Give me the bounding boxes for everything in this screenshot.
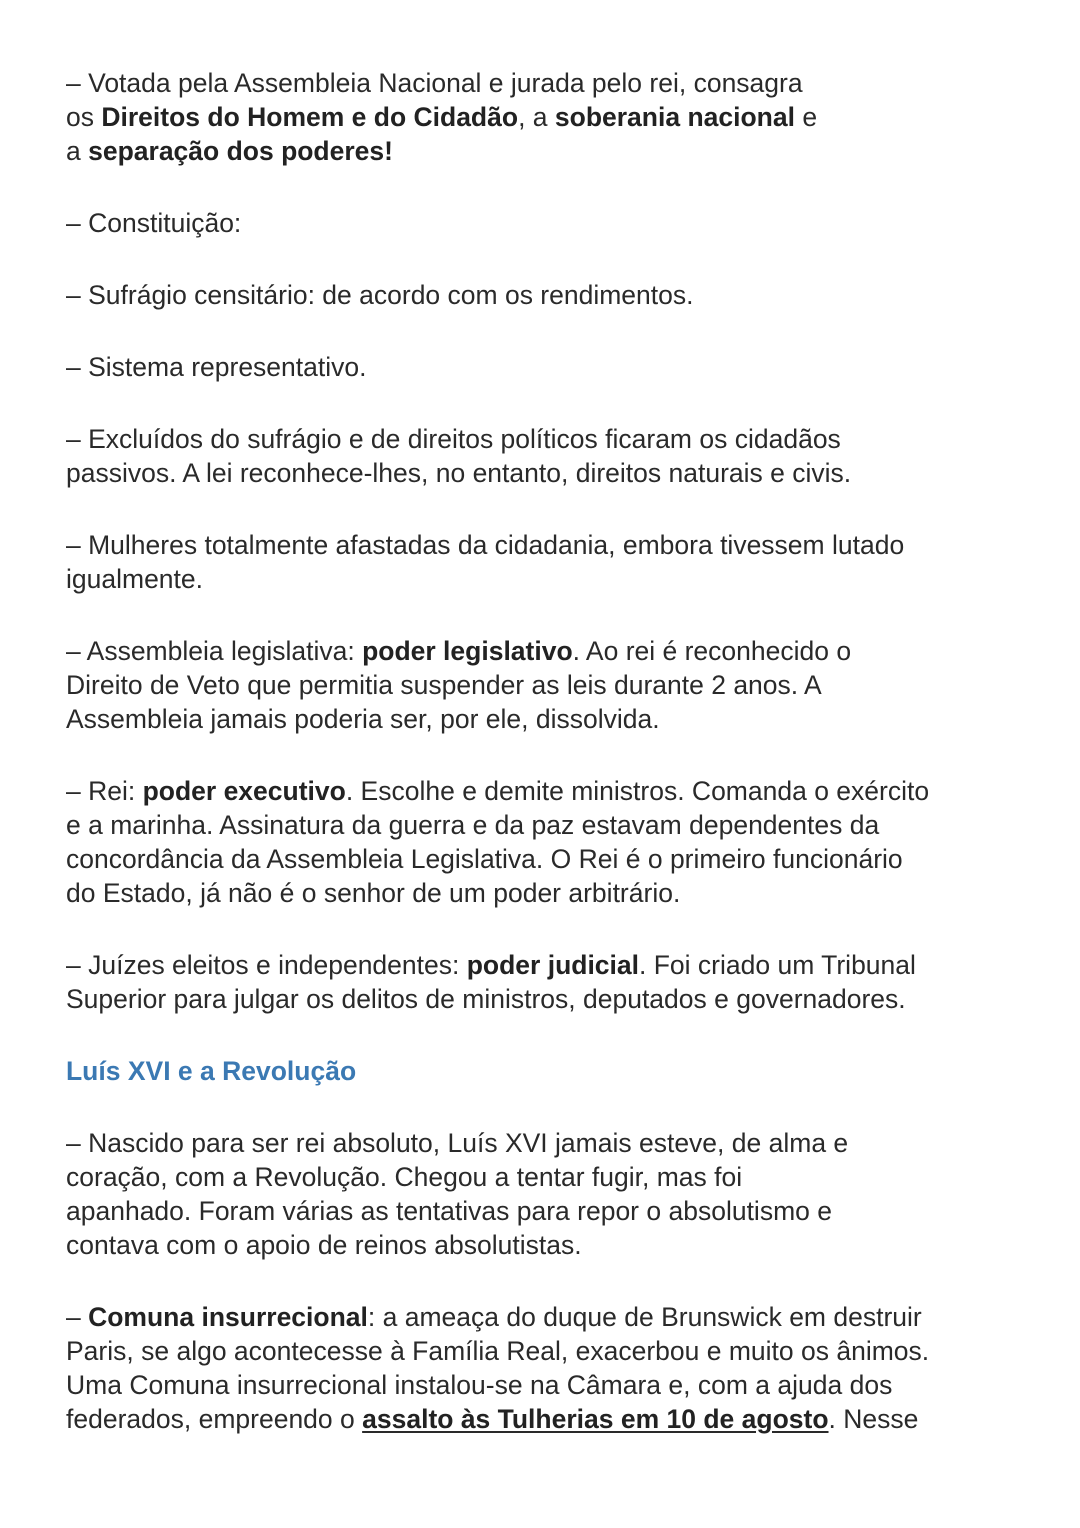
paragraph-excluidos: [66, 422, 1040, 490]
text-run: . Foi criado um Tribunal Superior para julgar os delitos de ministros, deputados e governadores.: [66, 950, 916, 1014]
text-run: , a: [518, 102, 555, 132]
text-run: – Excluídos do sufrágio e de direitos políticos ficaram os cidadãos passivos. A lei reconhece-lhes, no entanto, direitos naturais e civis.: [66, 424, 852, 488]
bold-text: poder judicial: [466, 950, 640, 980]
text-run: – Mulheres totalmente afastadas da cidadania, embora tivessem lutado igualmente.: [66, 530, 905, 594]
text-run: – Juízes eleitos e independentes:: [66, 950, 467, 980]
text-run: – Assembleia legislativa:: [66, 636, 363, 666]
paragraph-rei: [66, 774, 1040, 910]
text-run: : a ameaça do duque de Brunswick em destruir Paris, se algo acontecesse à Família Real, exacerbou e muito os ânimos. Uma Comuna insurrecional instalou-se na Câmara e, com a ajuda dos federados, empreendo o: [66, 1302, 930, 1434]
text-run: –: [66, 1302, 89, 1332]
text-run: – Constituição:: [66, 208, 242, 238]
text-run: Nesse: [835, 1404, 919, 1434]
text-run: e a: [66, 102, 818, 166]
underlined-bold-text: assalto às Tulherias em 10 de agosto: [362, 1404, 829, 1434]
bold-text: Direitos do Homem e do Cidadão: [101, 102, 519, 132]
bold-text: separação dos poderes!: [88, 136, 393, 166]
text-run: . Ao rei é reconhecido o Direito de Veto que permitia suspender as leis durante 2 anos. A Assembleia jamais poderia ser, por ele, dissolvida.: [66, 636, 852, 734]
text-run: .: [828, 1404, 836, 1434]
text-run: – Sufrágio censitário: de acordo com os rendimentos.: [66, 280, 694, 310]
paragraph-sufragio: [66, 278, 1040, 312]
revolution-section: [66, 1126, 1040, 1436]
bold-text: soberania nacional: [554, 102, 795, 132]
text-run: – Votada pela Assembleia Nacional e jurada pelo rei, consagra os: [66, 68, 803, 132]
bold-text: poder legislativo: [362, 636, 573, 666]
text-run: . Escolhe e demite ministros. Comanda o exército e a marinha. Assinatura da guerra e da paz estavam dependentes da concordância da Assembleia Legislativa. O Rei é o primeiro funcionário do Estado, já não é o senhor de um poder arbitrário.: [66, 776, 930, 908]
bold-text: poder executivo: [142, 776, 346, 806]
paragraph-votada: [66, 66, 1040, 168]
paragraph-comuna: [66, 1300, 1040, 1436]
paragraph-constituicao: [66, 206, 1040, 240]
text-run: – Rei:: [66, 776, 143, 806]
paragraph-juizes: [66, 948, 1040, 1016]
paragraph-sistema: [66, 350, 1040, 384]
paragraph-assembleia: [66, 634, 1040, 736]
text-run: – Sistema representativo.: [66, 352, 367, 382]
constitution-section: [66, 66, 1040, 1016]
underline-wrapper: [362, 1404, 828, 1434]
bold-text: Comuna insurrecional: [88, 1302, 368, 1332]
paragraph-mulheres: [66, 528, 1040, 596]
text-run: – Nascido para ser rei absoluto, Luís XVI jamais esteve, de alma e coração, com a Revolução. Chegou a tentar fugir, mas foi apanhado. Foram várias as tentativas para repor o absolutismo e contava com o apoio de reinos absolutistas.: [66, 1128, 849, 1260]
paragraph-nascido: [66, 1126, 1040, 1262]
section-heading: Luís XVI e a Revolução: [66, 1056, 357, 1086]
